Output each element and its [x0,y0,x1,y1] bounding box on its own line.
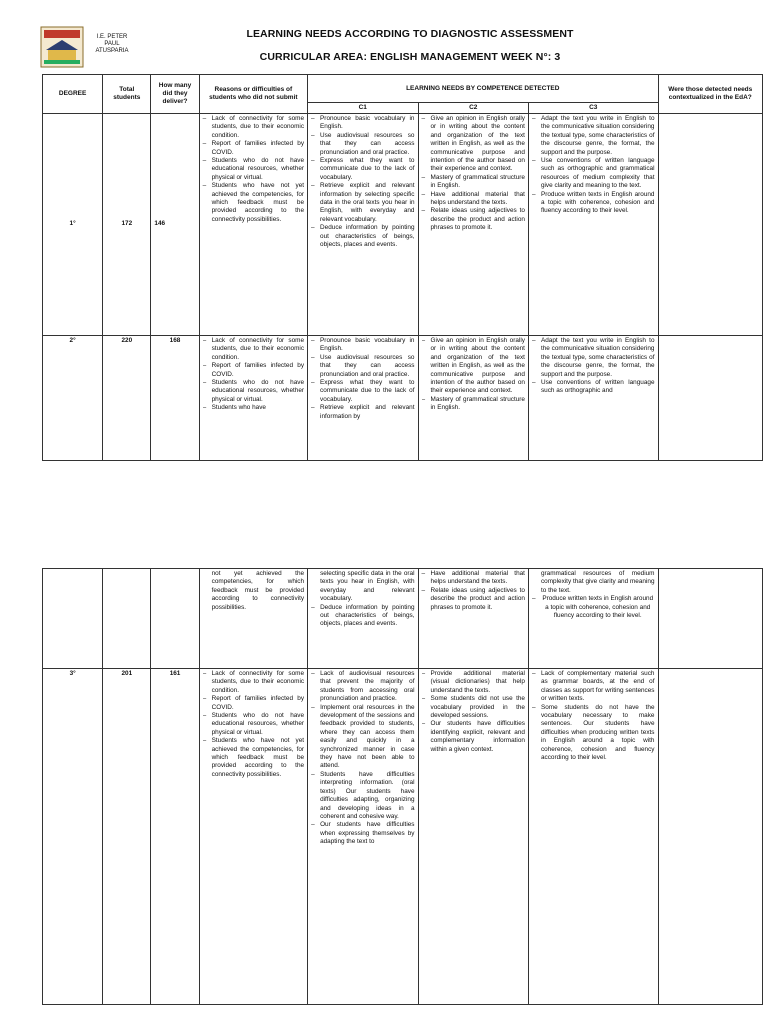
c3-cell [528,114,658,336]
reasons-cell [199,669,307,1005]
list-item: – Some students do not have the vocabulary necessary to make sentences. Our students have difficulties when producing written texts in English around a topic with coherence, cohesion and fluency according to their level. [532,704,655,763]
header-reasons: Reasons or difficulties of students who did not submit [199,75,307,114]
total-cell: 201 [103,669,151,1005]
header-degree: DEGREE [43,75,103,114]
c2-cell [418,669,528,1005]
table-row [43,569,763,669]
header-c2: C2 [418,103,528,114]
total-cell: 172 [103,114,151,336]
list-item: – Give an opinion in English orally or in writing about the content and organization of the text written in English, as well as the communicative purpose and intention of the author based on their experience and context. [422,115,525,174]
list-item: – Students who have [203,404,304,412]
list-item: – Relate ideas using adjectives to describe the product and action phrases to promote it. [422,207,525,232]
list-item: – Students who have not yet achieved the competencies, for which feedback must be provided according to the connectivity possibilities. [203,737,304,779]
list-item: selecting specific data in the oral texts you hear in English, with everyday and relevant vocabulary. [320,570,415,603]
list-item: – Adapt the text you write in English to the communicative situation considering the textual type, some characteristics of the discourse genre, the format, the support and the purpose. [532,337,655,379]
reasons-cell [199,336,307,461]
list-item: – Pronounce basic vocabulary in English. [311,337,414,354]
needs-table-page-2 [42,568,763,1005]
header-delivered: How many did they deliver? [151,75,199,114]
list-item: – Implement oral resources in the development of the sessions and feedback provided to students, where they can access them easily and quickly in a synchronized manner in case they have not been able to attend. [311,704,414,771]
c3-cell [528,669,658,1005]
eda-cell [658,669,763,1005]
list-item: – Lack of audiovisual resources that prevent the majority of students from accessing oral pronunciation and practice. [311,670,414,704]
list-item: – Use audiovisual resources so that they can access pronunciation and oral practice. [311,354,414,379]
list-item: – Lack of connectivity for some students, due to their economic condition. [203,337,304,362]
needs-table-page-1 [42,74,763,461]
list-item: – Have additional material that helps understand the texts. [422,570,525,587]
list-item: – Some students did not use the vocabulary provided in the developed sessions. [422,695,525,720]
header-c3: C3 [528,103,658,114]
delivered-cell: 161 [151,669,199,1005]
page-title: LEARNING NEEDS ACCORDING TO DIAGNOSTIC ASSESSMENT [246,28,574,40]
c1-cell [308,569,418,669]
reasons-cell [199,569,307,669]
degree-cell: 1° [43,114,103,336]
list-item: – Produce written texts in English around a topic with coherence, cohesion and fluency according to their level. [532,191,655,216]
degree-cell: 2° [43,336,103,461]
c2-cell [418,569,528,669]
total-cell [103,569,151,669]
list-item: – Use audiovisual resources so that they can access pronunciation and oral practice. [311,132,414,157]
list-item: – Produce written texts in English around a topic with coherence, cohesion and fluency according to their level. [532,595,655,620]
list-item: – Mastery of grammatical structure in English. [422,174,525,191]
list-item: – Express what they want to communicate due to the lack of vocabulary. [311,157,414,182]
total-cell: 220 [103,336,151,461]
list-item: – Lack of connectivity for some students, due to their economic condition. [203,115,304,140]
c1-cell [308,114,418,336]
list-item: – Give an opinion in English orally or in writing about the content and organization of the text written in English, as well as the communicative purpose and intention of the author based on their experience and context. [422,337,525,396]
table-row [43,669,763,1005]
c1-cell [308,336,418,461]
list-item: – Use conventions of written language such as orthographic and grammatical resources of medium complexity that give clarity and meaning to the text. [532,157,655,191]
list-item: – Mastery of grammatical structure in English. [422,396,525,413]
list-item: – Express what they want to communicate due to the lack of vocabulary. [311,379,414,404]
delivered-cell: 168 [151,336,199,461]
list-item: – Relate ideas using adjectives to describe the product and action phrases to promote it. [422,587,525,612]
table-row [43,336,763,461]
page-subtitle: CURRICULAR AREA: ENGLISH MANAGEMENT WEEK N°: 3 [259,51,561,63]
list-item: – Use conventions of written language such as orthographic and [532,379,655,396]
eda-cell [658,114,763,336]
list-item: not yet achieved the competencies, for which feedback must be provided according to connectivity possibilities. [211,570,305,611]
header-needs: LEARNING NEEDS BY COMPETENCE DETECTED [308,75,658,103]
list-item: – Adapt the text you write in English to the communicative situation considering the textual type, some characteristics of the discourse genre, the format, the support and the purpose. [532,115,655,157]
school-line: ATUSPARIA [95,48,129,54]
header-total: Total students [103,75,151,114]
eda-cell [658,569,763,669]
list-item: – Lack of connectivity for some students, due to their economic condition. [203,670,304,695]
school-name [88,34,136,55]
c2-cell [418,336,528,461]
list-item: – Our students have difficulties when expressing themselves by adapting the text to [311,821,414,846]
school-crest-logo [40,26,84,68]
list-item: – Students who do not have educational resources, whether physical or virtual. [203,712,304,737]
c3-cell [528,336,658,461]
c2-cell [418,114,528,336]
reasons-cell [199,114,307,336]
list-item: – Students who have not yet achieved the competencies, for which feedback must be provided according to the connectivity possibilities. [203,182,304,224]
c1-cell [308,669,418,1005]
list-item: – Provide additional material (visual dictionaries) that help understand the texts. [422,670,525,695]
list-item: – Report of families infected by COVID. [203,695,304,712]
list-item: – Deduce information by pointing out characteristics of beings, objects, places and events. [311,224,414,249]
degree-cell [43,569,103,669]
school-line: I.E. PETER [96,34,128,40]
list-item: – Lack of complementary material such as grammar boards, at the end of classes as support for writing sentences or written texts. [532,670,655,704]
degree-cell: 3° [43,669,103,1005]
list-item: – Deduce information by pointing out characteristics of beings, objects, places and events. [311,604,414,629]
header-eda: Were those detected needs contextualized in the EdA? [658,75,763,114]
table-row [43,114,763,336]
list-item: – Students who do not have educational resources, whether physical or virtual. [203,379,304,404]
header-c1: C1 [308,103,418,114]
list-item: – Retrieve explicit and relevant information by [311,404,414,421]
list-item: – Pronounce basic vocabulary in English. [311,115,414,132]
list-item: – Have additional material that helps understand the texts. [422,191,525,208]
eda-cell [658,336,763,461]
c3-cell [528,569,658,669]
list-item: – Our students have difficulties identifying explicit, relevant and complementary information within a given context. [422,720,525,754]
list-item: – Report of families infected by COVID. [203,362,304,379]
delivered-cell: 146 [151,114,199,336]
list-item: grammatical resources of medium complexity that give clarity and meaning to the text. [540,570,655,594]
school-line: PAUL [104,41,120,47]
list-item: – Report of families infected by COVID. [203,140,304,157]
list-item: – Students who do not have educational resources, whether physical or virtual. [203,157,304,182]
delivered-cell [151,569,199,669]
list-item: – Students have difficulties interpreting information. (oral texts) Our students have difficulties adapting, organizing and developing ideas in a coherent and cohesive way. [311,771,414,821]
list-item: – Retrieve explicit and relevant information by selecting specific data in the oral texts you hear in English, with everyday and relevant vocabulary. [311,182,414,224]
